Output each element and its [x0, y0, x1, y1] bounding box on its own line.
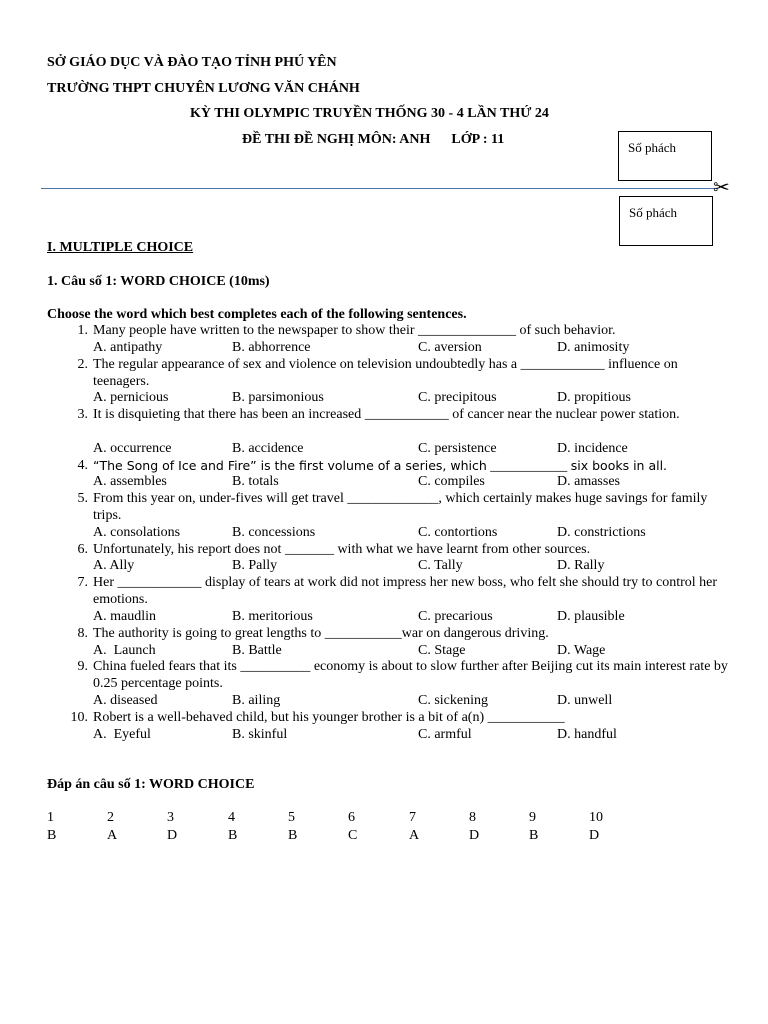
question-number: 5. — [77, 491, 88, 506]
option-d: D. incidence — [557, 441, 628, 456]
question-number: 4. — [77, 458, 88, 473]
answer-letter: D — [469, 828, 480, 843]
answer-letter: B — [47, 828, 57, 843]
question-text-quote: “The Song of Ice and Fire” is the first volume of a series, which — [93, 458, 487, 473]
option-a: A. Eyeful — [93, 727, 151, 742]
header-subject: ĐỀ THI ĐỀ NGHỊ MÔN: ANH LỚP : 11 — [242, 132, 505, 147]
option-a: A. consolations — [93, 525, 181, 540]
answer-letter: B — [288, 828, 298, 843]
option-c: C. compiles — [418, 474, 485, 489]
option-b: B. concessions — [232, 525, 316, 540]
question-number: 7. — [77, 575, 88, 590]
question-text: The regular appearance of sex and violence on television undoubtedly has a ____________ influence on teenagers. — [93, 357, 678, 389]
option-b: B. meritorious — [232, 609, 313, 624]
option-b: B. skinful — [232, 727, 288, 742]
question-number: 1. — [77, 323, 88, 338]
so-phach-label: Số phách — [628, 140, 677, 155]
question-text: Her ____________ display of tears at work did not impress her new boss, who felt she should try to control her emotions. — [93, 575, 718, 607]
cut-line — [41, 188, 715, 189]
option-d: D. unwell — [557, 693, 613, 708]
question-number: 10. — [70, 710, 88, 725]
option-a: A. occurrence — [93, 441, 172, 456]
option-c: C. Tally — [418, 558, 463, 573]
scissors-icon: ✂ — [713, 177, 730, 199]
answer-letter: D — [167, 828, 178, 843]
option-b: B. abhorrence — [232, 340, 311, 355]
question-text: Unfortunately, his report does not _______ with what we have learnt from other sources. — [93, 542, 591, 557]
answer-number: 2 — [107, 810, 114, 825]
option-d: D. Wage — [557, 643, 606, 658]
answer-letter: C — [348, 828, 358, 843]
answer-number: 7 — [409, 810, 416, 825]
option-b: B. Pally — [232, 558, 278, 573]
option-b: B. ailing — [232, 693, 281, 708]
option-b: B. parsimonious — [232, 390, 324, 405]
option-d: D. handful — [557, 727, 617, 742]
answer-number: 10 — [589, 810, 603, 825]
question-text: The authority is going to great lengths to ___________war on dangerous driving. — [93, 626, 549, 641]
option-d: D. amasses — [557, 474, 620, 489]
option-c: C. precipitous — [418, 390, 497, 405]
option-a: A. antipathy — [93, 340, 163, 355]
question-text — [93, 458, 733, 476]
option-c: C. persistence — [418, 441, 497, 456]
answer-number: 1 — [47, 810, 54, 825]
answer-number: 3 — [167, 810, 174, 825]
option-a: A. assembles — [93, 474, 167, 489]
so-phach-label: Số phách — [629, 205, 678, 220]
answer-letter: B — [228, 828, 238, 843]
question-number: 6. — [77, 542, 88, 557]
question-blank: ___________ — [486, 459, 571, 474]
option-d: D. animosity — [557, 340, 630, 355]
question-text: It is disquieting that there has been an increased ____________ of cancer near the nuclear power station. — [93, 407, 680, 422]
question-text: From this year on, under-fives will get travel _____________, which certainly makes huge savings for family trips. — [93, 491, 708, 523]
option-a: A. diseased — [93, 693, 158, 708]
option-d: D. Rally — [557, 558, 605, 573]
option-c: C. armful — [418, 727, 472, 742]
question-number: 2. — [77, 357, 88, 372]
option-b: B. accidence — [232, 441, 304, 456]
answer-number: 4 — [228, 810, 235, 825]
answer-letter: A — [409, 828, 420, 843]
question-text-tail: six books in all. — [570, 458, 668, 473]
answer-number: 5 — [288, 810, 295, 825]
so-phach-box-top — [618, 131, 712, 181]
option-c: C. sickening — [418, 693, 488, 708]
option-d: D. plausible — [557, 609, 625, 624]
option-d: D. constrictions — [557, 525, 646, 540]
option-a: A. Ally — [93, 558, 135, 573]
question-text: Robert is a well-behaved child, but his younger brother is a bit of a(n) ___________ — [93, 710, 565, 725]
part-title: 1. Câu số 1: WORD CHOICE (10ms) — [47, 274, 270, 289]
instruction: Choose the word which best completes each of the following sentences. — [47, 307, 467, 322]
header-department: SỞ GIÁO DỤC VÀ ĐÀO TẠO TỈNH PHÚ YÊN — [47, 55, 337, 70]
answer-number: 8 — [469, 810, 476, 825]
option-c: C. precarious — [418, 609, 493, 624]
header-school: TRƯỜNG THPT CHUYÊN LƯƠNG VĂN CHÁNH — [47, 81, 360, 96]
header-exam-title: KỲ THI OLYMPIC TRUYỀN THỐNG 30 - 4 LẦN THỨ 24 — [190, 106, 549, 121]
answer-letter: B — [529, 828, 539, 843]
option-b: B. Battle — [232, 643, 282, 658]
option-a: A. Launch — [93, 643, 156, 658]
answer-letter: D — [589, 828, 600, 843]
answer-letter: A — [107, 828, 118, 843]
so-phach-box-bottom — [619, 196, 713, 246]
question-number: 9. — [77, 659, 88, 674]
answer-key-title: Đáp án câu số 1: WORD CHOICE — [47, 777, 255, 792]
option-a: A. maudlin — [93, 609, 156, 624]
question-number: 8. — [77, 626, 88, 641]
question-text: Many people have written to the newspaper to show their ______________ of such behavior. — [93, 323, 616, 338]
question-text: China fueled fears that its __________ economy is about to slow further after Beijing cut its main interest rate by 0.25 percentage points. — [93, 659, 728, 691]
option-c: C. contortions — [418, 525, 498, 540]
option-b: B. totals — [232, 474, 279, 489]
option-c: C. aversion — [418, 340, 482, 355]
section-title: I. MULTIPLE CHOICE — [47, 240, 194, 255]
question-number: 3. — [77, 407, 88, 422]
answer-number: 6 — [348, 810, 355, 825]
answer-number: 9 — [529, 810, 536, 825]
option-a: A. pernicious — [93, 390, 169, 405]
option-c: C. Stage — [418, 643, 466, 658]
option-d: D. propitious — [557, 390, 631, 405]
